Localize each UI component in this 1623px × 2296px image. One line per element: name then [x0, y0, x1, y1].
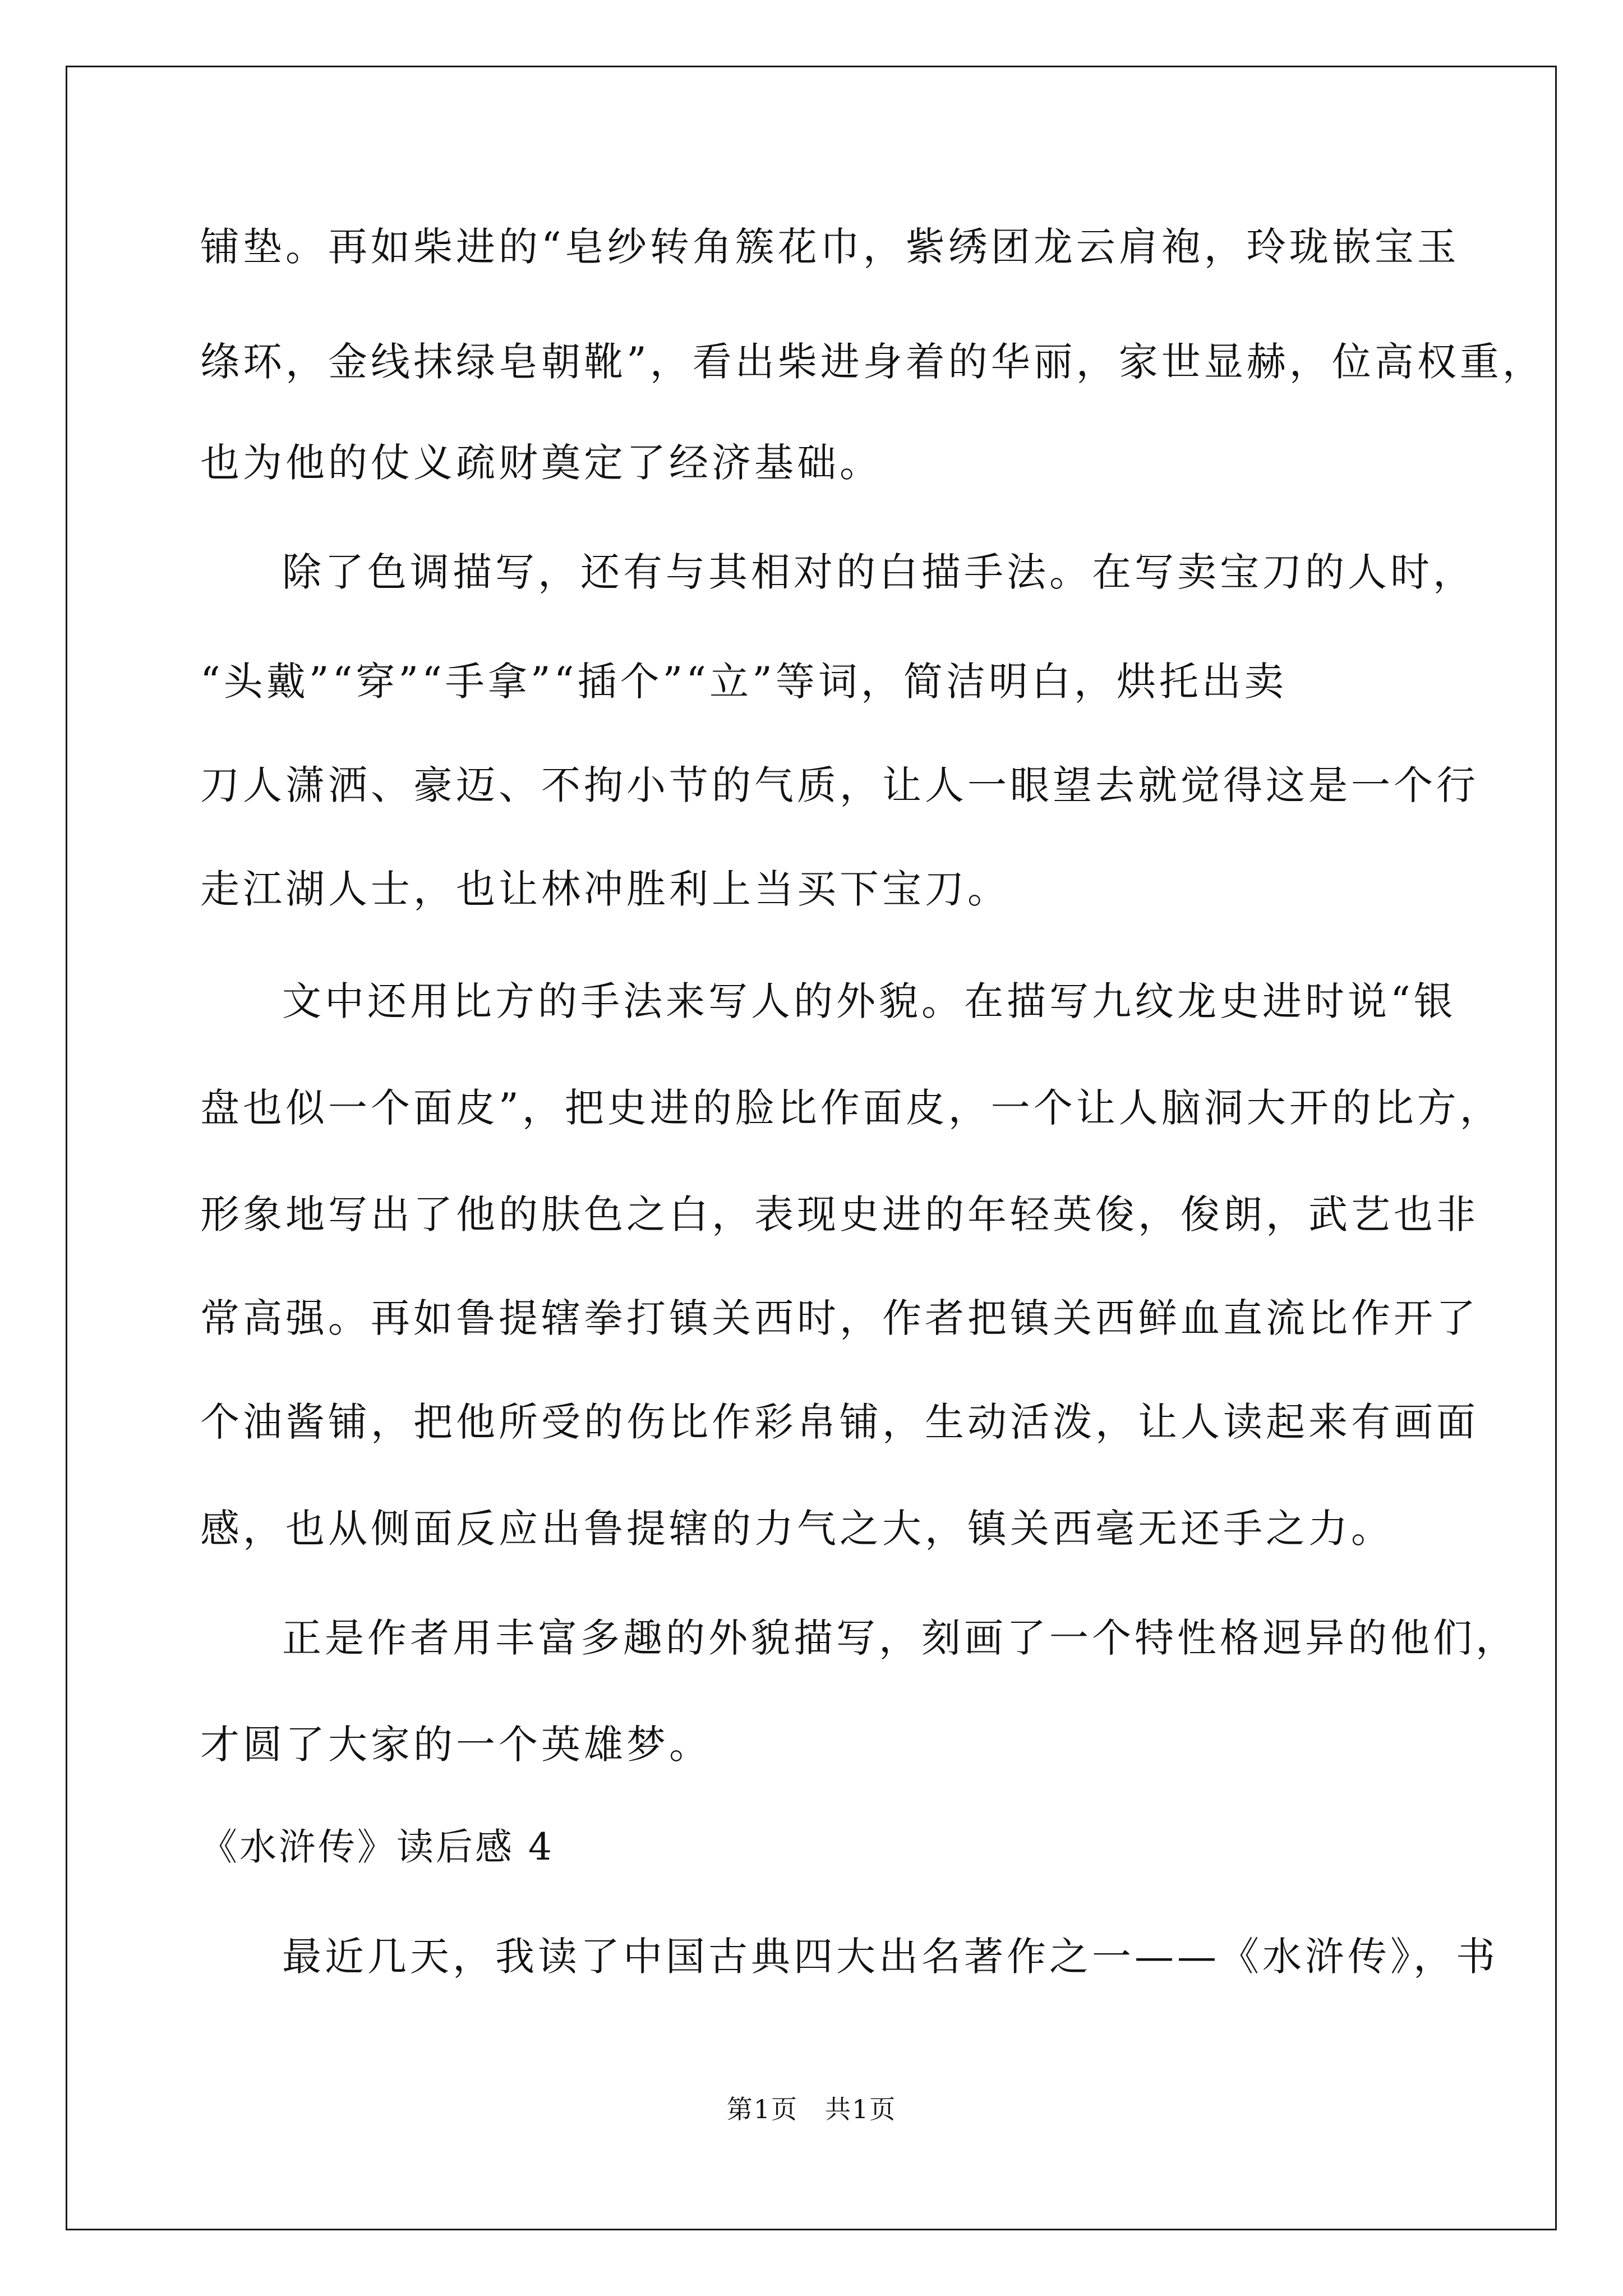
paragraph-line: 绦环，金线抹绿皂朝靴”，看出柴进身着的华丽，家世显赫，位高权重， [200, 339, 1545, 385]
paragraph-line: 走江湖人士，也让林冲胜利上当买下宝刀。 [200, 866, 1010, 912]
paragraph-line: 常高强。再如鲁提辖拳打镇关西时，作者把镇关西鲜血直流比作开了 [200, 1295, 1479, 1341]
paragraph-line: 铺垫。再如柴进的“皂纱转角簇花巾，紫绣团龙云肩袍，玲珑嵌宝玉 [200, 224, 1460, 270]
paragraph-line: 个油酱铺，把他所受的伤比作彩帛铺，生动活泼，让人读起来有画面 [200, 1399, 1479, 1445]
paragraph-line: 正是作者用丰富多趣的外貌描写，刻画了一个特性格迥异的他们， [282, 1615, 1518, 1661]
paragraph-line: 才圆了大家的一个英雄梦。 [200, 1722, 712, 1768]
paragraph-line: “头戴”“穿”“手拿”“插个”“立”等词，简洁明白，烘托出卖 [200, 659, 1287, 705]
paragraph-line: 也为他的仗义疏财奠定了经济基础。 [200, 440, 882, 486]
page-footer: 第1页 共1页 [726, 2094, 897, 2124]
paragraph-line: 除了色调描写，还有与其相对的白描手法。在写卖宝刀的人时， [282, 549, 1476, 595]
paragraph-line: 感，也从侧面反应出鲁提辖的力气之大，镇关西毫无还手之力。 [200, 1506, 1394, 1552]
section-heading: 《水浒传》读后感 4 [200, 1825, 554, 1869]
paragraph-line: 最近几天，我读了中国古典四大出名著作之一——《水浒传》，书 [282, 1934, 1498, 1980]
paragraph-line: 形象地写出了他的肤色之白，表现史进的年轻英俊，俊朗，武艺也非 [200, 1191, 1479, 1237]
paragraph-line: 刀人潇洒、豪迈、不拘小节的气质，让人一眼望去就觉得这是一个行 [200, 762, 1479, 808]
paragraph-line: 盘也似一个面皮”，把史进的脸比作面皮，一个让人脑洞大开的比方， [200, 1085, 1502, 1131]
page-border [66, 66, 1557, 2230]
paragraph-line: 文中还用比方的手法来写人的外貌。在描写九纹龙史进时说“银 [282, 978, 1456, 1024]
